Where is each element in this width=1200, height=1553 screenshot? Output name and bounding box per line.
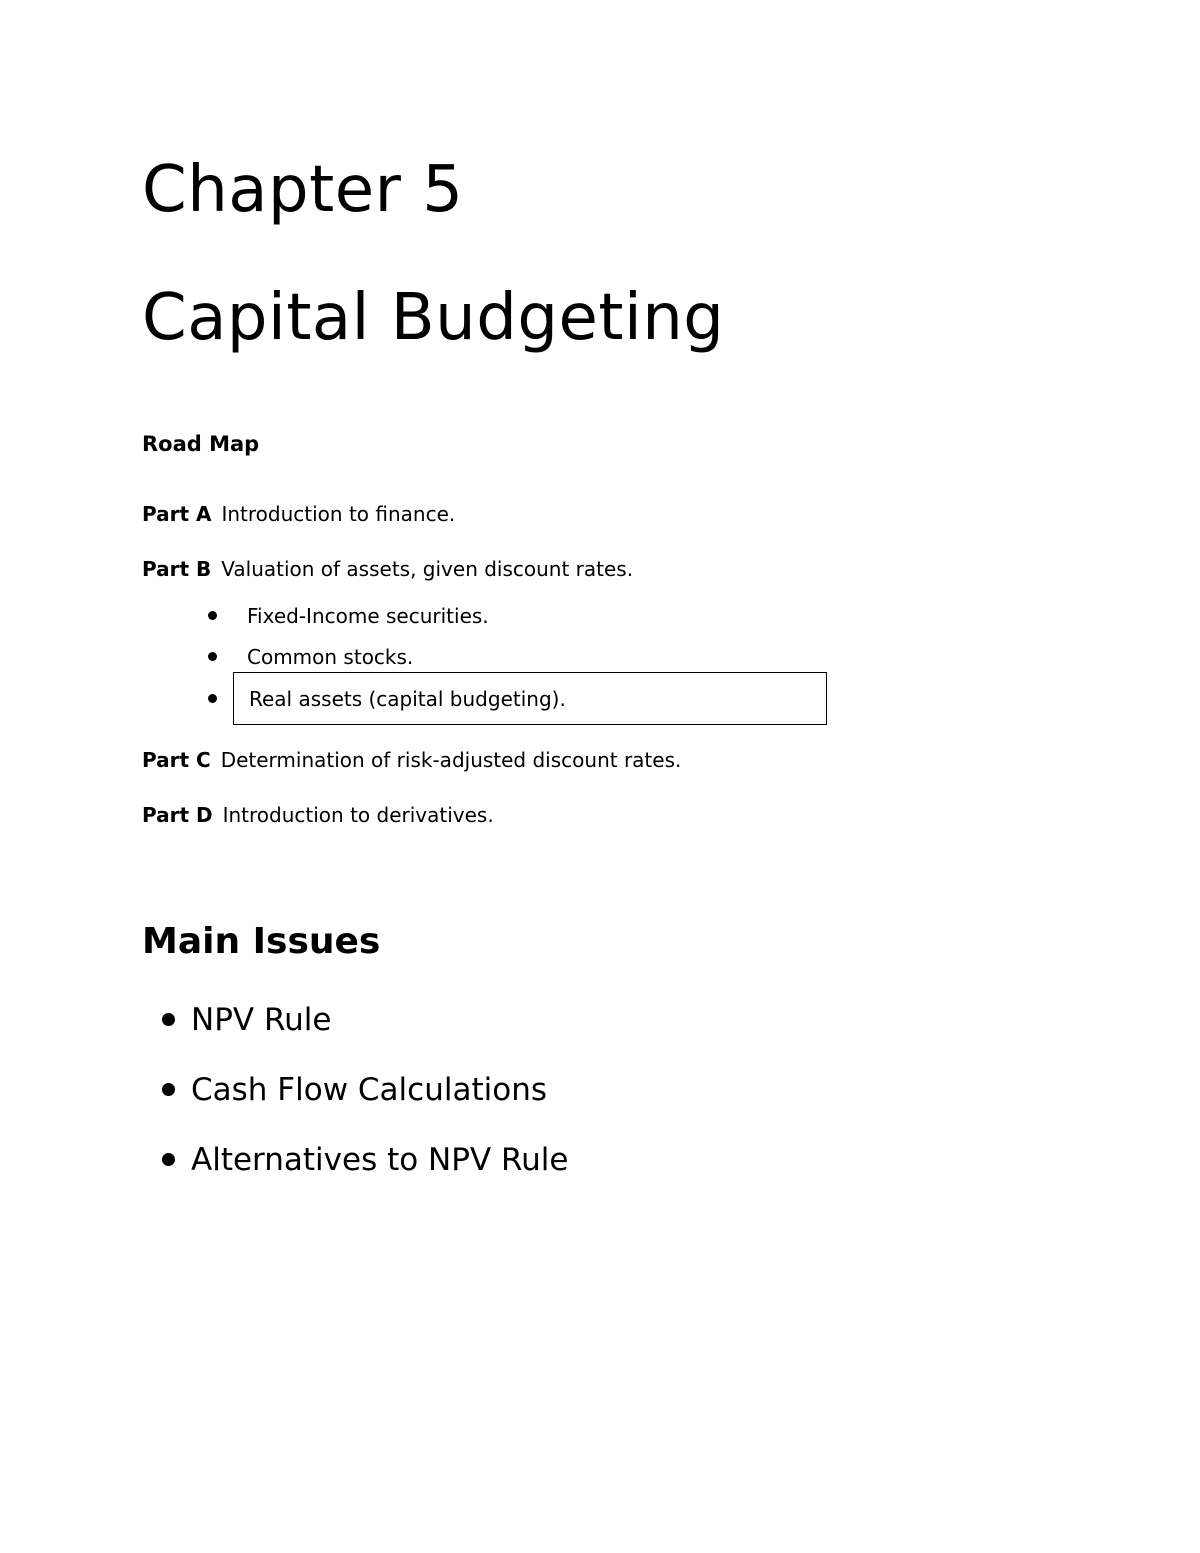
- issue-text: Alternatives to NPV Rule: [191, 1142, 569, 1178]
- bullet-icon: [162, 1153, 175, 1166]
- roadmap-part-a: [142, 500, 455, 528]
- bullet-icon: [208, 652, 217, 661]
- issue-text: Cash Flow Calculations: [191, 1072, 548, 1108]
- bullet-icon: [208, 611, 217, 620]
- roadmap-part-c: [142, 746, 681, 774]
- roadmap-part-d: [142, 801, 494, 829]
- part-label: Part A: [142, 502, 212, 526]
- part-label: Part B: [142, 557, 212, 581]
- bullet-icon: [208, 694, 217, 703]
- part-label: Part C: [142, 748, 211, 772]
- part-text: Valuation of assets, given discount rates.: [221, 557, 634, 581]
- list-item-text: Common stocks.: [247, 645, 414, 669]
- bullet-icon: [162, 1083, 175, 1096]
- main-issue-item: [162, 1070, 547, 1110]
- highlighted-list-item-text: Real assets (capital budgeting).: [249, 687, 566, 711]
- part-text: Introduction to finance.: [221, 502, 456, 526]
- part-b-list-item: [208, 643, 413, 671]
- issue-text: NPV Rule: [191, 1002, 332, 1038]
- list-item-text: Fixed-Income securities.: [247, 604, 489, 628]
- part-b-list-item: [208, 602, 489, 630]
- chapter-label: Chapter 5: [142, 153, 464, 227]
- bullet-icon: [162, 1013, 175, 1026]
- roadmap-part-b: [142, 555, 633, 583]
- main-issue-item: [162, 1000, 331, 1040]
- part-text: Introduction to derivatives.: [222, 803, 494, 827]
- chapter-title: Capital Budgeting: [142, 281, 725, 355]
- part-text: Determination of risk-adjusted discount rates.: [220, 748, 682, 772]
- part-label: Part D: [142, 803, 213, 827]
- roadmap-heading: Road Map: [142, 432, 260, 456]
- main-issues-heading: Main Issues: [142, 921, 381, 962]
- main-issue-item: [162, 1140, 568, 1180]
